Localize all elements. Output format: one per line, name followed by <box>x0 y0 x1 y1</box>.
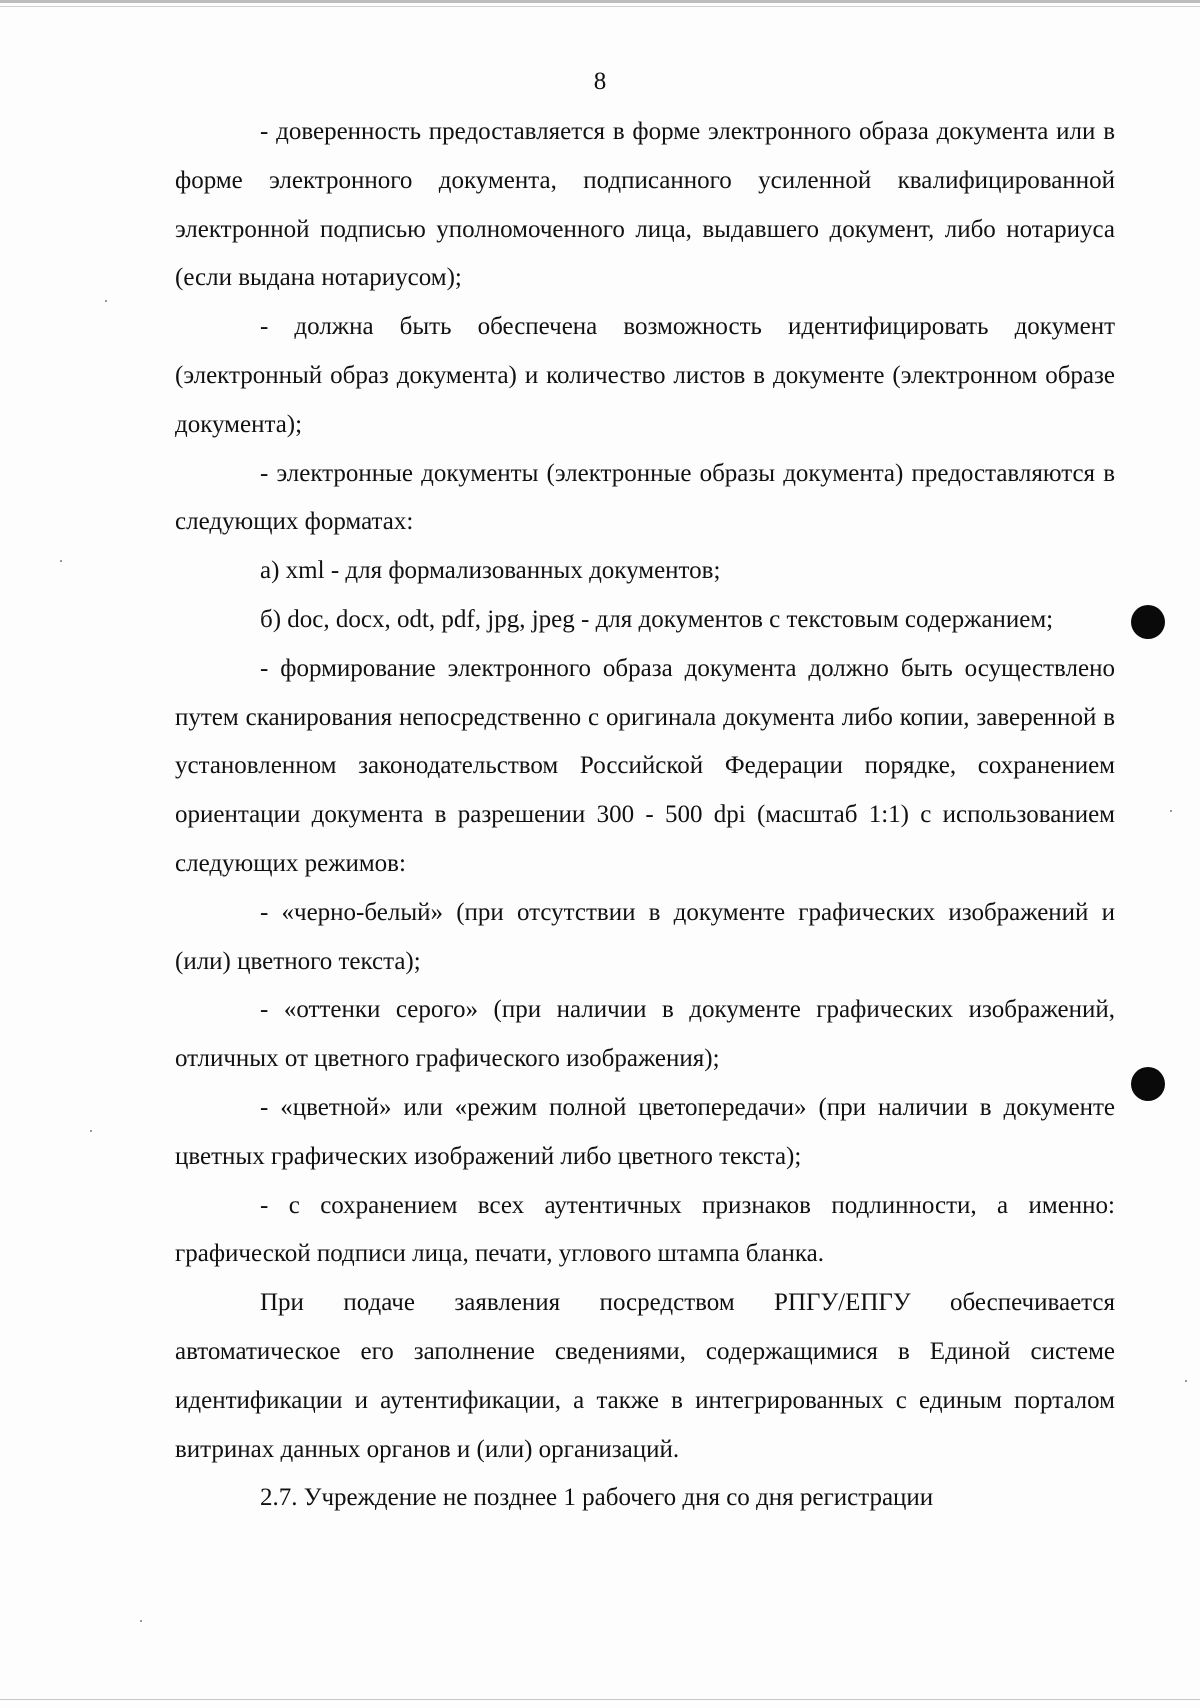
punch-hole-upper <box>1131 605 1165 639</box>
paragraph-format-xml: а) xml - для формализованных документов; <box>260 557 721 585</box>
paragraph-format-text: б) doc, docx, odt, pdf, jpg, jpeg - для документов с текстовым содержанием; <box>260 605 1054 633</box>
paragraph-scanning: - формирование электронного образа документа должно быть осуществлено путем сканирования непосредственно с оригинала документа либо копии, заверенной в установленном законодательством Российской Федерации порядке, сохранением ориентации документа в разрешении 300 - 500 dpi (масштаб 1:1) с использованием следующих режимов: <box>175 654 1115 877</box>
scan-border-bottom <box>0 1699 1200 1700</box>
page-number: 8 <box>593 68 607 95</box>
scan-speck <box>1170 810 1172 812</box>
paragraph-section-2-7: 2.7. Учреждение не позднее 1 рабочего дня со дня регистрации <box>260 1484 934 1512</box>
body-text <box>175 108 1115 1523</box>
scan-speck <box>90 1130 92 1132</box>
paragraph-portal-autofill: При подаче заявления посредством РПГУ/ЕПГУ обеспечивается автоматическое его заполнение сведениями, содержащимися в Единой системе идентификации и аутентификации, а также в интегрированных с единым порталом витринах данных органов и (или) организаций. <box>175 1289 1115 1463</box>
paragraph-formats-intro: - электронные документы (электронные образы документа) предоставляются в следующих форматах: <box>175 459 1115 536</box>
paragraph-power-of-attorney: - доверенность предоставляется в форме электронного образа документа или в форме электронного документа, подписанного усиленной квалифицированной электронной подписью уполномоченного лица, выдавшего документ, либо нотариуса (если выдана нотариусом); <box>175 118 1115 292</box>
paragraph-authenticity: - с сохранением всех аутентичных признаков подлинности, а именно: графической подписи лица, печати, углового штампа бланка. <box>175 1191 1115 1268</box>
scan-border-line <box>0 6 1200 7</box>
paragraph-identification: - должна быть обеспечена возможность идентифицировать документ (электронный образ документа) и количество листов в документе (электронном образе документа); <box>175 313 1115 438</box>
scan-speck <box>105 300 107 302</box>
scan-speck <box>1185 1380 1187 1382</box>
paragraph-mode-color: - «цветной» или «режим полной цветопередачи» (при наличии в документе цветных графических изображений либо цветного текста); <box>175 1093 1115 1170</box>
scan-border-top <box>0 0 1200 3</box>
scan-speck <box>60 560 62 562</box>
paragraph-mode-grayscale: - «оттенки серого» (при наличии в документе графических изображений, отличных от цветного графического изображения); <box>175 996 1115 1073</box>
scan-speck <box>140 1620 142 1622</box>
punch-hole-lower <box>1131 1067 1165 1101</box>
paragraph-mode-bw: - «черно-белый» (при отсутствии в документе графических изображений и (или) цветного текста); <box>175 898 1115 975</box>
